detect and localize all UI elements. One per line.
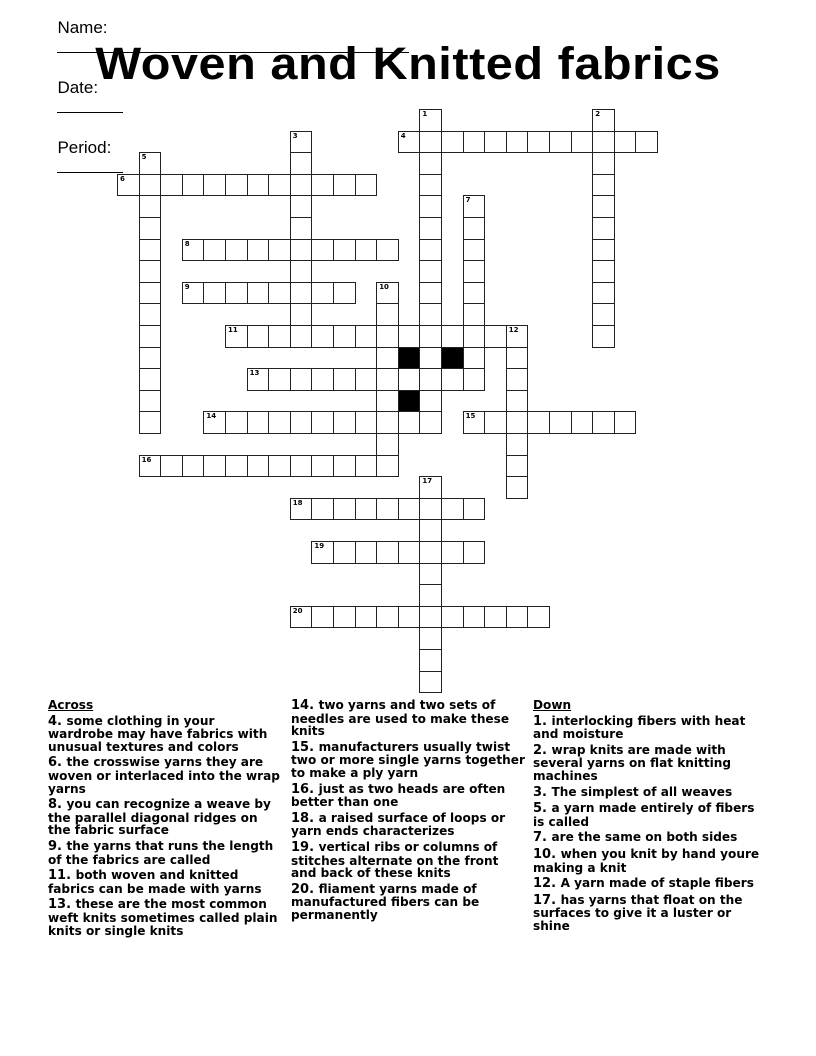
- crossword-cell[interactable]: [333, 282, 356, 305]
- crossword-cell[interactable]: [419, 606, 442, 629]
- across-clue: [291, 841, 526, 880]
- down-clue: [533, 848, 763, 874]
- crossword-cell[interactable]: [139, 174, 162, 197]
- crossword-cell[interactable]: [549, 131, 572, 154]
- crossword-cell[interactable]: [398, 131, 421, 154]
- crossword-cell[interactable]: [203, 411, 226, 434]
- crossword-cell[interactable]: [419, 649, 442, 672]
- clue-number: 7: [465, 196, 471, 205]
- crossword-cell[interactable]: [247, 411, 270, 434]
- crossword-cell[interactable]: [268, 411, 291, 434]
- down-clue: [533, 715, 763, 741]
- clue-number: 4.: [48, 713, 67, 729]
- crossword-cell[interactable]: [247, 368, 270, 391]
- crossword-cell[interactable]: [419, 498, 442, 521]
- crossword-cell[interactable]: [419, 174, 442, 197]
- crossword-cell[interactable]: [139, 260, 162, 283]
- crossword-cell[interactable]: [203, 174, 226, 197]
- crossword-cell[interactable]: [225, 239, 248, 262]
- clue-text: manufacturers usually twist two or more single yarns together to make a ply yarn: [291, 739, 525, 780]
- crossword-cell[interactable]: [592, 217, 615, 240]
- crossword-cell[interactable]: [355, 498, 378, 521]
- clue-number: 5.: [533, 801, 552, 817]
- clue-text: when you knit by hand youre making a knit: [533, 846, 760, 875]
- crossword-cell[interactable]: [290, 411, 313, 434]
- crossword-cell[interactable]: [355, 325, 378, 348]
- date-label: Date:: [57, 78, 99, 97]
- crossword-cell[interactable]: [225, 282, 248, 305]
- crossword-cell[interactable]: [247, 325, 270, 348]
- crossword-cell[interactable]: [355, 411, 378, 434]
- crossword-cell[interactable]: [592, 303, 615, 326]
- clue-number: 8: [184, 239, 190, 248]
- crossword-cell[interactable]: [419, 584, 442, 607]
- across-clue: [291, 699, 526, 738]
- clue-text: wrap knits are made with several yarns on flat knitting machines: [533, 742, 732, 783]
- clue-number: 2.: [533, 742, 552, 758]
- across-heading: Across: [48, 698, 94, 712]
- crossword-cell[interactable]: [506, 131, 529, 154]
- crossword-cell[interactable]: [419, 411, 442, 434]
- crossword-cell[interactable]: [139, 455, 162, 478]
- crossword-cell[interactable]: [333, 368, 356, 391]
- crossword-cell[interactable]: [419, 217, 442, 240]
- crossword-cell[interactable]: [614, 131, 637, 154]
- clue-text: two yarns and two sets of needles are used to make these knits: [291, 698, 510, 739]
- down-clue: [533, 894, 763, 933]
- clue-number: 5: [141, 153, 147, 162]
- crossword-cell[interactable]: [376, 368, 399, 391]
- crossword-cell[interactable]: [463, 239, 486, 262]
- crossword-cell[interactable]: [355, 174, 378, 197]
- clue-text: both woven and knitted fabrics can be made with yarns: [48, 868, 262, 896]
- crossword-cell[interactable]: [419, 260, 442, 283]
- crossword-cell[interactable]: [139, 411, 162, 434]
- crossword-cell[interactable]: [592, 260, 615, 283]
- crossword-cell[interactable]: [139, 239, 162, 262]
- crossword-cell[interactable]: [268, 282, 291, 305]
- clue-number: 20.: [291, 881, 319, 897]
- crossword-cell[interactable]: [571, 411, 594, 434]
- across-clue: [291, 741, 526, 780]
- crossword-cell[interactable]: [268, 368, 291, 391]
- crossword-cell[interactable]: [376, 303, 399, 326]
- crossword-cell[interactable]: [463, 325, 486, 348]
- crossword-cell[interactable]: [419, 152, 442, 175]
- crossword-cell[interactable]: [247, 282, 270, 305]
- crossword-cell[interactable]: [484, 411, 507, 434]
- crossword-cell[interactable]: [398, 411, 421, 434]
- crossword-cell[interactable]: [527, 131, 550, 154]
- crossword-cell[interactable]: [419, 390, 442, 413]
- clue-text: A yarn made of staple fibers: [560, 876, 754, 891]
- crossword-cell[interactable]: [355, 368, 378, 391]
- clue-number: 15.: [291, 739, 319, 755]
- crossword-cell[interactable]: [484, 131, 507, 154]
- crossword-cell[interactable]: [592, 174, 615, 197]
- clue-number: 10.: [533, 846, 561, 862]
- crossword-cell[interactable]: [463, 217, 486, 240]
- crossword-cell[interactable]: [203, 282, 226, 305]
- crossword-cell[interactable]: [311, 606, 334, 629]
- crossword-cell[interactable]: [160, 174, 183, 197]
- crossword-cell[interactable]: [311, 541, 334, 564]
- crossword-cell[interactable]: [355, 541, 378, 564]
- crossword-cell[interactable]: [614, 411, 637, 434]
- crossword-cell[interactable]: [376, 282, 399, 305]
- crossword-cell[interactable]: [463, 347, 486, 370]
- crossword-cell[interactable]: [376, 239, 399, 262]
- crossword-cell[interactable]: [419, 282, 442, 305]
- blocked-cell: [441, 347, 464, 370]
- crossword-cell[interactable]: [290, 217, 313, 240]
- crossword-cell[interactable]: [160, 455, 183, 478]
- crossword-cell[interactable]: [441, 541, 464, 564]
- crossword-cell[interactable]: [419, 325, 442, 348]
- crossword-cell[interactable]: [376, 347, 399, 370]
- crossword-cell[interactable]: [592, 195, 615, 218]
- clue-number: 9: [184, 282, 190, 291]
- period-label: Period:: [57, 138, 112, 157]
- crossword-cell[interactable]: [506, 390, 529, 413]
- crossword-cell[interactable]: [419, 195, 442, 218]
- crossword-cell[interactable]: [290, 455, 313, 478]
- across-clue: [48, 840, 283, 866]
- crossword-cell[interactable]: [290, 131, 313, 154]
- clue-number: 19: [314, 542, 325, 550]
- crossword-cell[interactable]: [333, 498, 356, 521]
- crossword-cell[interactable]: [139, 195, 162, 218]
- clue-text: the crosswise yarns they are woven or interlaced into the wrap yarns: [48, 755, 280, 796]
- crossword-cell[interactable]: [506, 476, 529, 499]
- crossword-cell[interactable]: [441, 325, 464, 348]
- crossword-cell[interactable]: [506, 433, 529, 456]
- crossword-cell[interactable]: [376, 455, 399, 478]
- across-clue: [48, 715, 283, 754]
- crossword-cell[interactable]: [355, 606, 378, 629]
- clue-text: are the same on both sides: [551, 830, 738, 845]
- crossword-cell[interactable]: [463, 260, 486, 283]
- crossword-cell[interactable]: [441, 498, 464, 521]
- crossword-cell[interactable]: [376, 411, 399, 434]
- crossword-cell[interactable]: [419, 109, 442, 132]
- clue-number: 16.: [291, 781, 319, 797]
- crossword-cell[interactable]: [139, 303, 162, 326]
- crossword-cell[interactable]: [311, 239, 334, 262]
- clue-number: 18.: [291, 810, 319, 826]
- across-clues-column-1: [48, 699, 283, 940]
- clue-number: 10: [379, 282, 389, 291]
- crossword-cell[interactable]: [376, 390, 399, 413]
- crossword-cell[interactable]: [419, 303, 442, 326]
- crossword-cell[interactable]: [506, 455, 529, 478]
- crossword-cell[interactable]: [182, 282, 205, 305]
- crossword-cell[interactable]: [333, 239, 356, 262]
- across-clue: [291, 883, 526, 922]
- crossword-cell[interactable]: [355, 455, 378, 478]
- crossword-cell[interactable]: [376, 433, 399, 456]
- crossword-cell[interactable]: [311, 325, 334, 348]
- crossword-cell[interactable]: [463, 498, 486, 521]
- down-clue: [533, 786, 763, 800]
- crossword-cell[interactable]: [311, 455, 334, 478]
- crossword-cell[interactable]: [376, 606, 399, 629]
- crossword-cell[interactable]: [506, 325, 529, 348]
- blocked-cell: [398, 390, 421, 413]
- crossword-cell[interactable]: [398, 606, 421, 629]
- crossword-cell[interactable]: [139, 152, 162, 175]
- crossword-cell[interactable]: [463, 411, 486, 434]
- down-clue: [533, 831, 763, 845]
- clue-text: just as two heads are often better than one: [291, 781, 506, 810]
- crossword-cell[interactable]: [527, 606, 550, 629]
- crossword-cell[interactable]: [506, 368, 529, 391]
- crossword-cell[interactable]: [419, 541, 442, 564]
- crossword-cell[interactable]: [225, 411, 248, 434]
- crossword-cell[interactable]: [484, 606, 507, 629]
- crossword-cell[interactable]: [117, 174, 140, 197]
- blocked-cell: [398, 347, 421, 370]
- crossword-cell[interactable]: [419, 131, 442, 154]
- clue-number: 19.: [291, 839, 319, 855]
- clue-number: 2: [595, 110, 601, 118]
- crossword-cell[interactable]: [182, 455, 205, 478]
- crossword-cell[interactable]: [333, 411, 356, 434]
- crossword-cell[interactable]: [506, 606, 529, 629]
- down-clue: [533, 877, 763, 891]
- crossword-cell[interactable]: [441, 368, 464, 391]
- crossword-cell[interactable]: [247, 239, 270, 262]
- crossword-cell[interactable]: [247, 174, 270, 197]
- crossword-cell[interactable]: [203, 239, 226, 262]
- crossword-cell[interactable]: [549, 411, 572, 434]
- clue-number: 16: [141, 455, 152, 464]
- clue-number: 11: [228, 326, 238, 334]
- crossword-cell[interactable]: [290, 174, 313, 197]
- clue-number: 14: [206, 412, 217, 421]
- crossword-cell[interactable]: [463, 541, 486, 564]
- crossword-cell[interactable]: [333, 455, 356, 478]
- clue-number: 8.: [48, 797, 67, 813]
- crossword-cell[interactable]: [139, 325, 162, 348]
- clue-number: 14.: [291, 698, 319, 713]
- crossword-cell[interactable]: [139, 282, 162, 305]
- crossword-cell[interactable]: [311, 411, 334, 434]
- crossword-cell[interactable]: [311, 498, 334, 521]
- clue-number: 3.: [533, 784, 552, 800]
- across-clue: [48, 898, 283, 937]
- crossword-cell[interactable]: [139, 347, 162, 370]
- down-clues-column: [533, 699, 763, 936]
- crossword-cell[interactable]: [268, 174, 291, 197]
- crossword-cell[interactable]: [441, 606, 464, 629]
- clue-number: 15: [465, 412, 476, 421]
- crossword-cell[interactable]: [268, 239, 291, 262]
- crossword-cell[interactable]: [463, 368, 486, 391]
- crossword-cell[interactable]: [419, 671, 442, 694]
- across-clues-column-2: [291, 699, 526, 925]
- crossword-cell[interactable]: [290, 260, 313, 283]
- crossword-cell[interactable]: [268, 325, 291, 348]
- crossword-cell[interactable]: [419, 519, 442, 542]
- crossword-cell[interactable]: [592, 239, 615, 262]
- crossword-cell[interactable]: [527, 411, 550, 434]
- across-clue: [291, 812, 526, 838]
- crossword-cell[interactable]: [398, 498, 421, 521]
- crossword-cell[interactable]: [463, 282, 486, 305]
- crossword-cell[interactable]: [203, 455, 226, 478]
- crossword-cell[interactable]: [376, 325, 399, 348]
- crossword-cell[interactable]: [247, 455, 270, 478]
- crossword-cell[interactable]: [419, 476, 442, 499]
- crossword-cell[interactable]: [355, 239, 378, 262]
- clue-number: 4: [400, 131, 406, 140]
- clue-number: 7.: [533, 830, 552, 846]
- clue-text: The simplest of all weaves: [551, 784, 733, 799]
- crossword-cell[interactable]: [592, 325, 615, 348]
- crossword-cell[interactable]: [463, 303, 486, 326]
- across-clue: [48, 869, 283, 895]
- clue-text: has yarns that float on the surfaces to give it a luster or shine: [533, 892, 743, 933]
- clue-number: 18: [292, 498, 303, 507]
- crossword-cell[interactable]: [398, 368, 421, 391]
- crossword-cell[interactable]: [290, 303, 313, 326]
- crossword-cell[interactable]: [441, 131, 464, 154]
- crossword-cell[interactable]: [139, 217, 162, 240]
- crossword-cell[interactable]: [182, 239, 205, 262]
- crossword-cell[interactable]: [268, 455, 291, 478]
- clue-number: 17.: [533, 892, 561, 908]
- clue-number: 17: [422, 477, 433, 486]
- clue-text: these are the most common weft knits sometimes called plain knits or single knits: [48, 897, 278, 938]
- crossword-cell[interactable]: [225, 174, 248, 197]
- crossword-cell[interactable]: [333, 174, 356, 197]
- crossword-cell[interactable]: [592, 109, 615, 132]
- clue-number: 12: [508, 326, 519, 334]
- crossword-cell[interactable]: [592, 152, 615, 175]
- crossword-cell[interactable]: [333, 606, 356, 629]
- clue-text: interlocking fibers with heat and moisture: [533, 713, 746, 742]
- across-clue: [48, 756, 283, 795]
- crossword-cell[interactable]: [398, 325, 421, 348]
- clue-number: 11.: [48, 868, 76, 884]
- crossword-cell[interactable]: [419, 239, 442, 262]
- crossword-cell[interactable]: [398, 541, 421, 564]
- crossword-cell[interactable]: [290, 325, 313, 348]
- crossword-cell[interactable]: [290, 282, 313, 305]
- crossword-cell[interactable]: [333, 541, 356, 564]
- clue-text: the yarns that runs the length of the fabrics are called: [48, 838, 274, 867]
- clue-number: 6: [120, 174, 125, 183]
- down-clue: [533, 744, 763, 783]
- clue-number: 6.: [48, 755, 67, 771]
- clue-number: 1: [422, 110, 428, 118]
- crossword-cell[interactable]: [182, 174, 205, 197]
- crossword-cell[interactable]: [571, 131, 594, 154]
- clue-text: vertical ribs or columns of stitches alternate on the front and back of these knits: [291, 839, 499, 881]
- down-clue: [533, 802, 763, 828]
- clue-text: a raised surface of loops or yarn ends characterizes: [291, 810, 506, 839]
- page-title: Woven and Knitted fabrics: [95, 38, 721, 89]
- crossword-cell[interactable]: [484, 325, 507, 348]
- clue-text: some clothing in your wardrobe may have fabrics with unusual textures and colors: [48, 713, 268, 754]
- crossword-cell[interactable]: [463, 606, 486, 629]
- crossword-cell[interactable]: [290, 152, 313, 175]
- clue-number: 20: [292, 606, 303, 615]
- crossword-cell[interactable]: [376, 498, 399, 521]
- crossword-cell[interactable]: [311, 174, 334, 197]
- crossword-cell[interactable]: [635, 131, 658, 154]
- crossword-cell[interactable]: [419, 368, 442, 391]
- crossword-cell[interactable]: [463, 131, 486, 154]
- crossword-cell[interactable]: [290, 498, 313, 521]
- crossword-cell[interactable]: [290, 606, 313, 629]
- crossword-cell[interactable]: [376, 541, 399, 564]
- crossword-cell[interactable]: [592, 411, 615, 434]
- name-label: Name:: [57, 18, 108, 37]
- crossword-cell[interactable]: [506, 347, 529, 370]
- crossword-cell[interactable]: [225, 325, 248, 348]
- clue-number: 13: [249, 369, 260, 378]
- crossword-cell[interactable]: [139, 368, 162, 391]
- crossword-cell[interactable]: [311, 282, 334, 305]
- crossword-cell[interactable]: [463, 195, 486, 218]
- crossword-cell[interactable]: [225, 455, 248, 478]
- crossword-cell[interactable]: [290, 368, 313, 391]
- clue-number: 12.: [533, 876, 561, 892]
- crossword-cell[interactable]: [592, 131, 615, 154]
- crossword-cell[interactable]: [419, 563, 442, 586]
- crossword-cell[interactable]: [139, 390, 162, 413]
- crossword-cell[interactable]: [290, 239, 313, 262]
- clue-number: 9.: [48, 838, 67, 854]
- clue-text: you can recognize a weave by the parallel diagonal ridges on the fabric surface: [48, 797, 271, 838]
- crossword-cell[interactable]: [419, 627, 442, 650]
- crossword-cell[interactable]: [290, 195, 313, 218]
- crossword-cell[interactable]: [311, 368, 334, 391]
- clue-number: 3: [292, 131, 298, 140]
- crossword-cell[interactable]: [419, 347, 442, 370]
- crossword-cell[interactable]: [333, 325, 356, 348]
- crossword-cell[interactable]: [592, 282, 615, 305]
- across-clue: [48, 798, 283, 837]
- clue-text: a yarn made entirely of fibers is called: [533, 801, 755, 829]
- crossword-cell[interactable]: [506, 411, 529, 434]
- across-clue: [291, 783, 526, 809]
- clue-number: 1.: [533, 713, 552, 729]
- down-heading: Down: [533, 698, 572, 712]
- clue-number: 13.: [48, 897, 76, 913]
- clue-text: fliament yarns made of manufactured fibers can be permanently: [291, 881, 480, 922]
